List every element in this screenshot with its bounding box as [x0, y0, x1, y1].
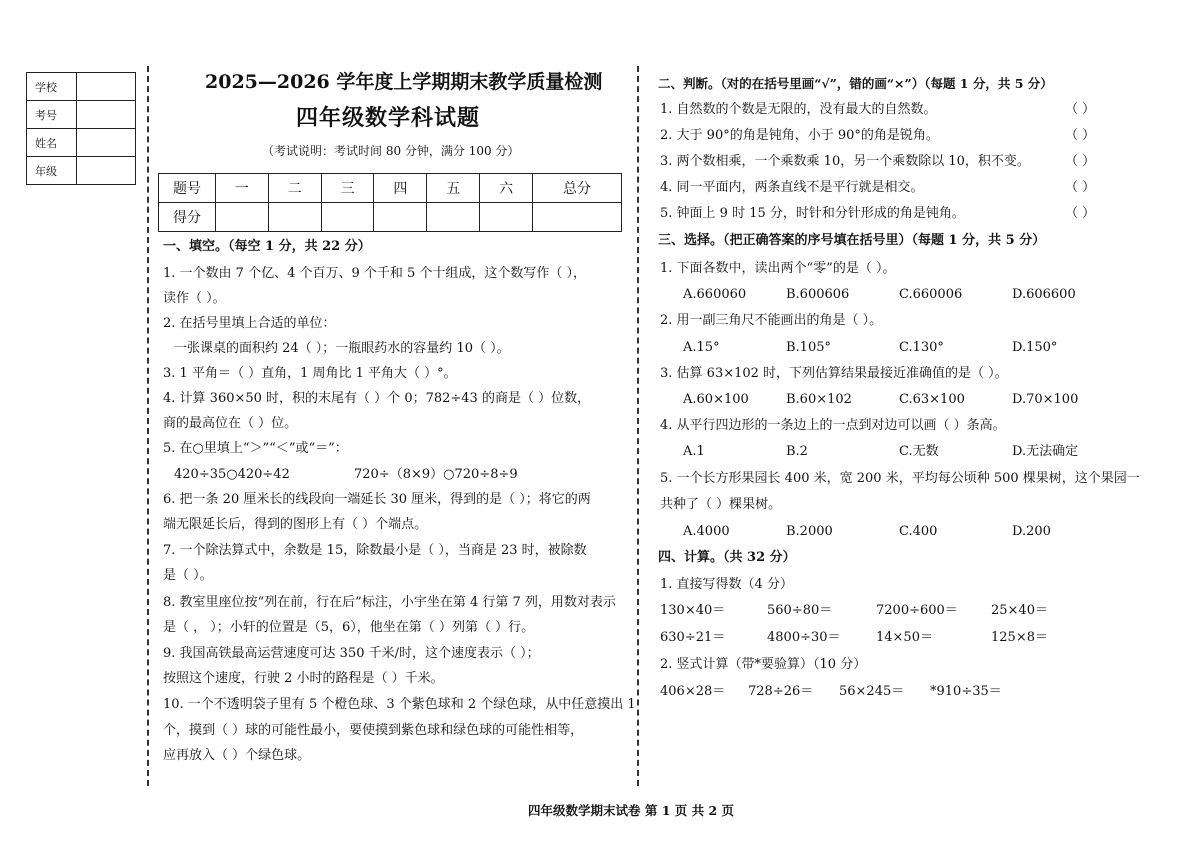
binding-line-left — [147, 66, 149, 786]
score-cell[interactable] — [216, 203, 269, 232]
exam-no-field[interactable] — [77, 101, 136, 129]
s1-line: 读作（ ）。 — [163, 291, 226, 306]
choice-option: D.无法确定 — [1012, 444, 1079, 459]
judge-paren[interactable]: （ ） — [1065, 128, 1096, 143]
vertical-calc-item: 406×28＝ — [660, 684, 726, 699]
s1-line: 2. 在括号里填上合适的单位： — [163, 316, 336, 331]
s1-line: 3. 1 平角＝（ ）直角，1 周角比 1 平角大（ ）°。 — [163, 366, 457, 381]
choice-question: 1. 下面各数中，读出两个“零”的是（ ）。 — [660, 261, 896, 276]
vertical-calc-item: 728÷26＝ — [748, 684, 814, 699]
choice-option: C.130° — [899, 340, 944, 355]
s1-line: 7. 一个除法算式中，余数是 15，除数最小是（ ），当商是 23 时，被除数 — [163, 543, 587, 558]
judge-paren[interactable]: （ ） — [1065, 154, 1096, 169]
s1-line: 420÷35○420÷42 — [174, 467, 290, 482]
vertical-calc-item: *910÷35＝ — [930, 684, 1002, 699]
judge-item: 1. 自然数的个数是无限的，没有最大的自然数。 — [660, 102, 937, 117]
s1-line: 4. 计算 360×50 时，积的末尾有（ ）个 0；782÷43 的商是（ ）位数， — [163, 391, 591, 406]
judge-paren[interactable]: （ ） — [1065, 102, 1096, 117]
s1-line: 6. 把一条 20 厘米长的线段向一端延长 30 厘米，得到的是（ ）；将它的两 — [163, 492, 591, 507]
column-divider — [637, 66, 639, 786]
calc-item: 630÷21＝ — [660, 630, 726, 645]
score-header-cell: 五 — [427, 174, 480, 203]
judge-item: 2. 大于 90°的角是钝角，小于 90°的角是锐角。 — [660, 128, 939, 143]
student-info-box — [26, 72, 136, 185]
vertical-calc-item: 56×245＝ — [839, 684, 905, 699]
section3-heading: 三、选择。（把正确答案的序号填在括号里）（每题 1 分，共 5 分） — [658, 233, 1046, 248]
s1-line: 端无限延长后，得到的图形上有（ ）个端点。 — [163, 517, 428, 532]
score-table — [158, 173, 622, 232]
choice-option: D.200 — [1012, 524, 1051, 539]
section1-heading: 一、填空。（每空 1 分，共 22 分） — [163, 239, 371, 254]
score-cell[interactable] — [427, 203, 480, 232]
score-cell[interactable] — [374, 203, 427, 232]
choice-question: 4. 从平行四边形的一条边上的一点到对边可以画（ ）条高。 — [660, 418, 1006, 433]
choice-option: A.1 — [683, 444, 705, 459]
choice-option: D.606600 — [1012, 287, 1076, 302]
s1-line: 是（ ， ）；小轩的位置是（5，6），他坐在第（ ）列第（ ）行。 — [163, 620, 535, 635]
exam-note: （考试说明：考试时间 80 分钟，满分 100 分） — [262, 144, 520, 158]
s1-line: 720÷（8×9）○720÷8÷9 — [354, 467, 518, 482]
s1-line: 9. 我国高铁最高运营速度可达 350 千米/时，这个速度表示（ ）； — [163, 646, 540, 661]
score-cell[interactable] — [533, 203, 622, 232]
calc-item: 130×40＝ — [660, 603, 726, 618]
judge-item: 5. 钟面上 9 时 15 分，时针和分针形成的角是钝角。 — [660, 206, 965, 221]
name-label: 姓名 — [27, 129, 77, 157]
calc-sub2: 2. 竖式计算（带*要验算）（10 分） — [660, 657, 867, 672]
judge-item: 3. 两个数相乘，一个乘数乘 10，另一个乘数除以 10，积不变。 — [660, 154, 1030, 169]
calc-sub1: 1. 直接写得数（4 分） — [660, 577, 793, 592]
s1-line: 8. 教室里座位按“列在前，行在后”标注，小宇坐在第 4 行第 7 列，用数对表示 — [163, 595, 616, 610]
s1-line: 商的最高位在（ ）位。 — [163, 416, 298, 431]
s1-line: 个，摸到（ ）球的可能性最小，要使摸到紫色球和绿色球的可能性相等， — [163, 723, 584, 738]
school-field[interactable] — [77, 73, 136, 101]
judge-item: 4. 同一平面内，两条直线不是平行就是相交。 — [660, 180, 924, 195]
calc-item: 7200÷600＝ — [876, 603, 958, 618]
choice-option: C.63×100 — [899, 392, 965, 407]
name-field[interactable] — [77, 129, 136, 157]
score-cell[interactable] — [480, 203, 533, 232]
page-footer: 四年级数学期末试卷 第 1 页 共 2 页 — [528, 803, 735, 818]
s1-line: 一张课桌的面积约 24（ ）；一瓶眼药水的容量约 10（ ）。 — [174, 341, 510, 356]
score-header-cell: 一 — [216, 174, 269, 203]
score-cell[interactable] — [321, 203, 374, 232]
calc-item: 560÷80＝ — [767, 603, 833, 618]
calc-item: 4800÷30＝ — [767, 630, 841, 645]
choice-option: C.400 — [899, 524, 938, 539]
judge-paren[interactable]: （ ） — [1065, 180, 1096, 195]
choice-question-cont: 共种了（ ）棵果树。 — [660, 497, 782, 512]
choice-option: B.600606 — [786, 287, 850, 302]
score-header-cell: 六 — [480, 174, 533, 203]
s1-line: 是（ ）。 — [163, 568, 213, 583]
grade-field[interactable] — [77, 157, 136, 185]
score-header-cell: 三 — [321, 174, 374, 203]
school-label: 学校 — [27, 73, 77, 101]
s1-line: 1. 一个数由 7 个亿、4 个百万、9 个千和 5 个十组成，这个数写作（ ）， — [163, 266, 587, 281]
exam-title: 2025—2026 学年度上学期期末教学质量检测 — [205, 71, 603, 93]
s1-line: 5. 在○里填上“＞”“＜”或“＝”： — [163, 441, 348, 456]
choice-option: A.660060 — [683, 287, 747, 302]
choice-option: C.660006 — [899, 287, 963, 302]
calc-item: 25×40＝ — [991, 603, 1048, 618]
choice-question: 3. 估算 63×102 时，下列估算结果最接近准确值的是（ ）。 — [660, 366, 1008, 381]
choice-option: B.2000 — [786, 524, 833, 539]
s1-line: 应再放入（ ）个绿色球。 — [163, 748, 311, 763]
choice-option: A.15° — [683, 340, 720, 355]
choice-option: A.60×100 — [683, 392, 749, 407]
grade-label: 年级 — [27, 157, 77, 185]
section4-heading: 四、计算。（共 32 分） — [658, 550, 796, 565]
choice-question: 2. 用一副三角尺不能画出的角是（ ）。 — [660, 313, 883, 328]
calc-item: 14×50＝ — [876, 630, 933, 645]
choice-option: B.2 — [786, 444, 808, 459]
choice-option: B.105° — [786, 340, 831, 355]
judge-paren[interactable]: （ ） — [1065, 206, 1096, 221]
score-header-cell: 四 — [374, 174, 427, 203]
s1-line: 按照这个速度，行驶 2 小时的路程是（ ）千米。 — [163, 671, 444, 686]
score-header-cell: 二 — [268, 174, 321, 203]
score-header-cell: 题号 — [159, 174, 216, 203]
choice-option: C.无数 — [899, 444, 939, 459]
score-cell[interactable] — [268, 203, 321, 232]
s1-line: 10. 一个不透明袋子里有 5 个橙色球、3 个紫色球和 2 个绿色球，从中任意摸出 1 — [163, 697, 636, 712]
choice-question: 5. 一个长方形果园长 400 米，宽 200 米，平均每公顷种 500 棵果树，这个果园一 — [660, 471, 1140, 486]
section2-heading: 二、判断。（对的在括号里画“√”，错的画“×”）（每题 1 分，共 5 分） — [658, 76, 1053, 91]
exam-subtitle: 四年级数学科试题 — [296, 105, 481, 131]
score-header-cell: 总分 — [533, 174, 622, 203]
exam-no-label: 考号 — [27, 101, 77, 129]
choice-option: D.70×100 — [1012, 392, 1079, 407]
score-row-label: 得分 — [159, 203, 216, 232]
calc-item: 125×8＝ — [991, 630, 1048, 645]
choice-option: D.150° — [1012, 340, 1058, 355]
choice-option: B.60×102 — [786, 392, 852, 407]
choice-option: A.4000 — [683, 524, 730, 539]
